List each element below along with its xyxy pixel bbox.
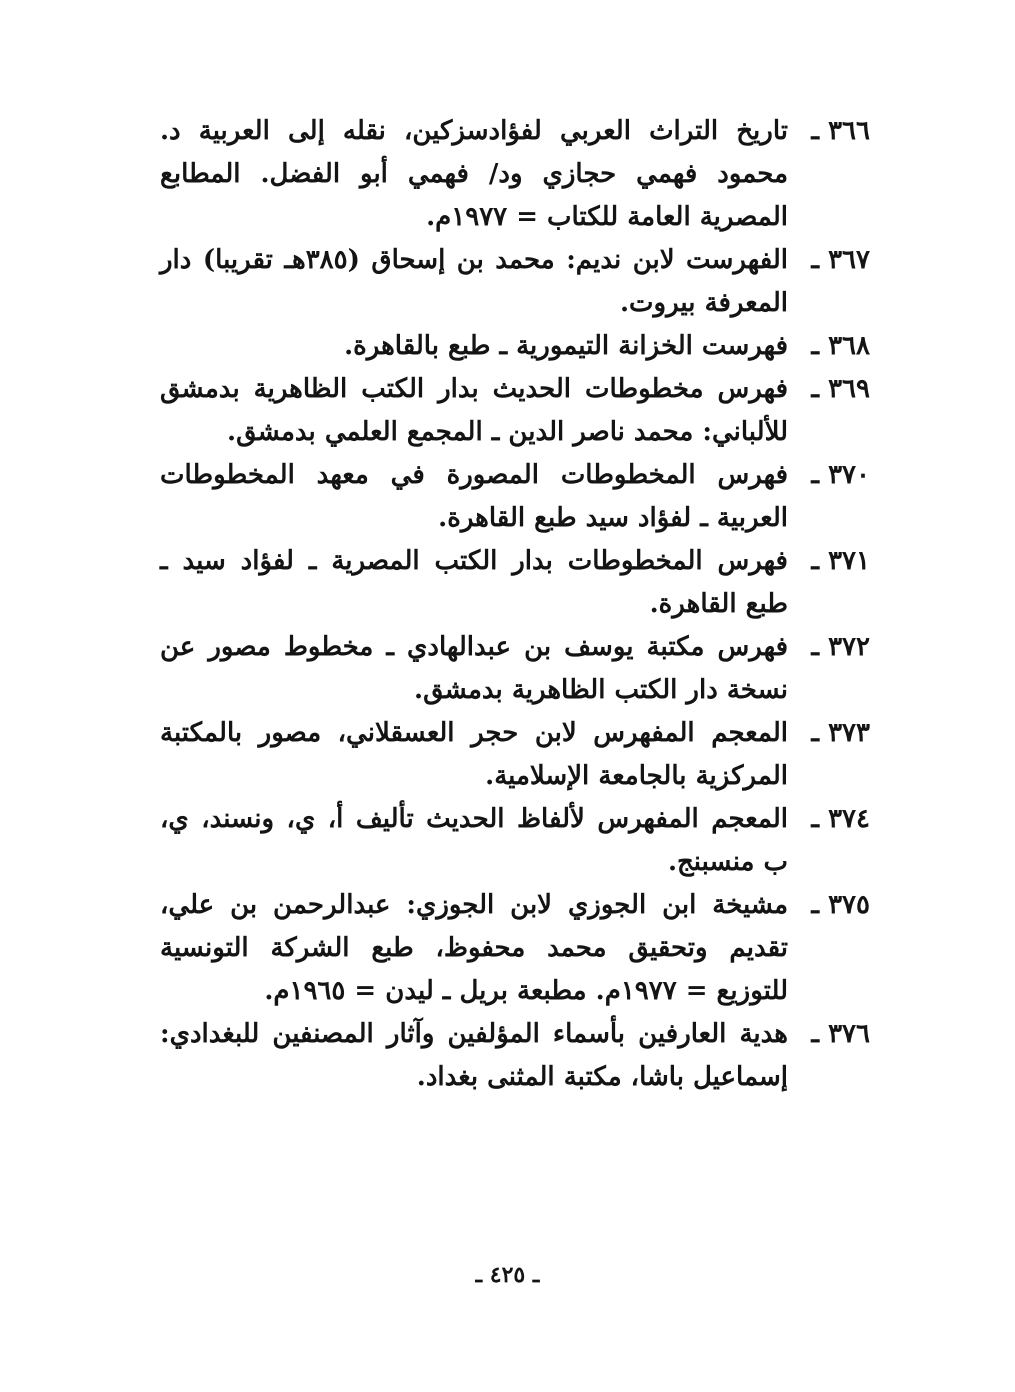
entry-text: فهرس المخطوطات بدار الكتب المصرية ـ لفؤاد سيد ـ طبع القاهرة.: [160, 546, 788, 619]
entry-text: المعجم المفهرس لابن حجر العسقلاني، مصور بالمكتبة المركزية بالجامعة الإسلامية.: [160, 718, 788, 791]
entry-text: فهرست الخزانة التيمورية ـ طبع بالقاهرة.: [344, 331, 788, 361]
entry-text: الفهرست لابن نديم: محمد بن إسحاق (٣٨٥هـ تقريبا) دار المعرفة بيروت.: [160, 245, 788, 318]
entry-number: ٣٧٥ ـ: [811, 890, 870, 920]
bibliography-entry: [160, 884, 870, 1013]
bibliography-entry: [160, 325, 870, 368]
bibliography-entry: [160, 540, 870, 626]
entry-number: ٣٧٤ ـ: [811, 804, 870, 834]
bibliography-entry: [160, 798, 870, 884]
bibliography-entry: [160, 368, 870, 454]
entry-number: ٣٧١ ـ: [811, 546, 870, 576]
entry-number: ٣٦٩ ـ: [811, 374, 870, 404]
entry-number: ٣٧٢ ـ: [811, 632, 870, 662]
bibliography-entry: [160, 626, 870, 712]
entry-number: ٣٧٠ ـ: [811, 460, 870, 490]
entry-number: ٣٧٣ ـ: [811, 718, 870, 748]
page-number: ـ ٤٢٥ ـ: [475, 1262, 540, 1288]
entry-number: ٣٧٦ ـ: [811, 1019, 870, 1049]
entry-text: هدية العارفين بأسماء المؤلفين وآثار المصنفين للبغدادي: إسماعيل باشا، مكتبة المثنى بغداد.: [160, 1019, 788, 1092]
bibliography-list: [160, 110, 870, 1099]
entry-text: المعجم المفهرس لألفاظ الحديث تأليف أ، ي، ونسند، ي، ب منسبنج.: [160, 804, 788, 877]
bibliography-entry: [160, 1013, 870, 1099]
entry-text: مشيخة ابن الجوزي لابن الجوزي: عبدالرحمن بن علي، تقديم وتحقيق محمد محفوظ، طبع الشركة التونسية للتوزيع = ١٩٧٧م. مطبعة بريل ـ ليدن = ١٩٦٥م.: [160, 890, 788, 1006]
bibliography-entry: [160, 454, 870, 540]
bibliography-entry: [160, 712, 870, 798]
entry-text: فهرس مخطوطات الحديث بدار الكتب الظاهرية بدمشق للألباني: محمد ناصر الدين ـ المجمع العلمي بدمشق.: [160, 374, 788, 447]
bibliography-entry: [160, 239, 870, 325]
entry-number: ٣٦٨ ـ: [811, 331, 870, 361]
bibliography-entry: [160, 110, 870, 239]
entry-text: فهرس مكتبة يوسف بن عبدالهادي ـ مخطوط مصور عن نسخة دار الكتب الظاهرية بدمشق.: [160, 632, 788, 705]
entry-text: فهرس المخطوطات المصورة في معهد المخطوطات العربية ـ لفؤاد سيد طبع القاهرة.: [160, 460, 788, 533]
entry-number: ٣٦٧ ـ: [811, 245, 870, 275]
entry-number: ٣٦٦ ـ: [811, 116, 870, 146]
entry-text: تاريخ التراث العربي لفؤادسزكين، نقله إلى العربية د. محمود فهمي حجازي ود/ فهمي أبو الفضل. المطابع المصرية العامة للكتاب = ١٩٧٧م.: [160, 116, 788, 232]
